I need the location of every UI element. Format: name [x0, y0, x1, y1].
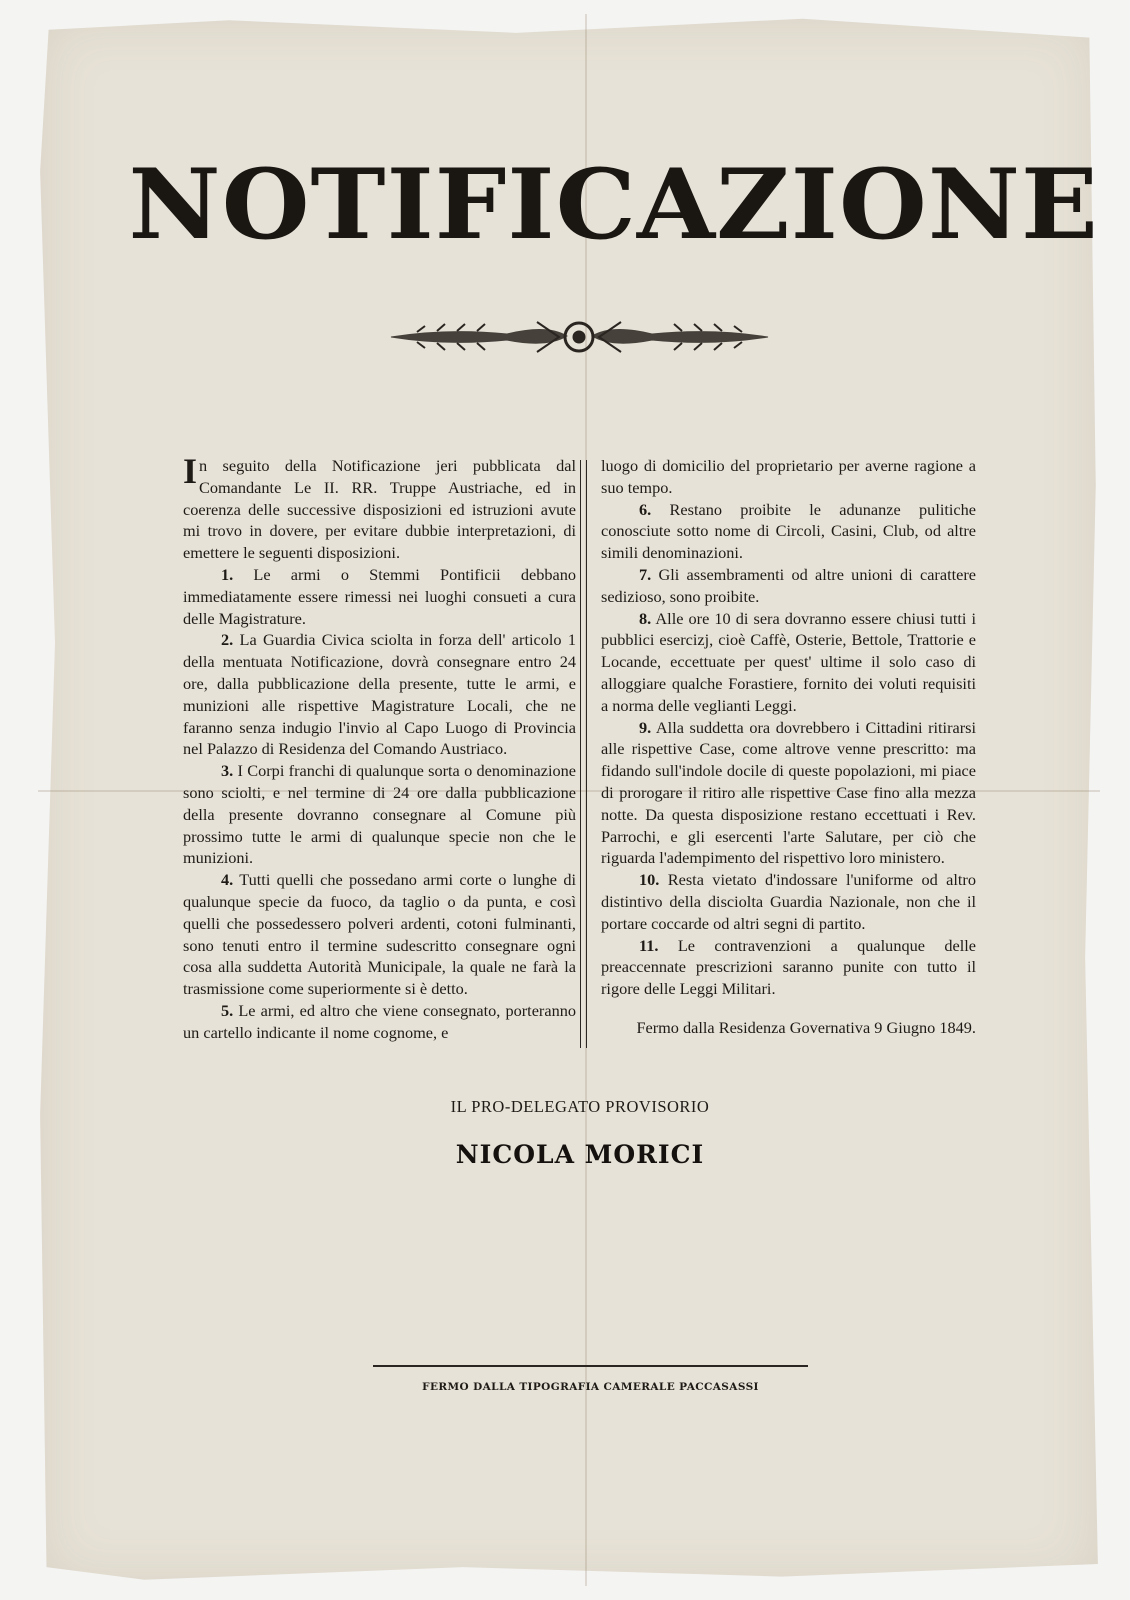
article-10: 10. Resta vietato d'indossare l'uniforme od altro distintivo della disciolta Guardia Nazionale, non che il portare coccarde od altri segni di partito.: [601, 870, 976, 933]
article-1: 1. Le armi o Stemmi Pontificii debbano immediatamente essere rimessi nei luoghi consueti a cura delle Magistrature.: [183, 564, 576, 628]
printer-imprint: FERMO DALLA TIPOGRAFIA CAMERALE PACCASASSI: [422, 1381, 759, 1393]
article-8: 8. Alle ore 10 di sera dovranno essere chiusi tutti i pubblici esercizj, cioè Caffè, Osterie, Bettole, Trattorie e Locande, eccettuate per quest' ultime il solo caso di alloggiare qualche Forastiere, fornito dei voluti requisiti a norma delle veglianti Leggi.: [601, 608, 976, 715]
signatory-name: NICOLA MORICI: [455, 1140, 705, 1169]
article-5: 5. Le armi, ed altro che viene consegnato, porteranno un cartello indicante il nome cognome, e: [183, 1000, 576, 1042]
article-3: 3. I Corpi franchi di qualunque sorta o denominazione sono sciolti, e nel termine di 24 ore dalla pubblicazione della presente dovranno consegnare al Comune più prossimo tutte le armi di qualunque specie non che le munizioni.: [183, 761, 576, 868]
article-2: 2. La Guardia Civica sciolta in forza dell' articolo 1 della mentuata Notificazione, dovrà consegnare entro 24 ore, dalla pubblicazione della presente, tutte le armi, e munizioni alle rispettive Magistrature Locali, che ne faranno senza indugio l'invio al Capo Luogo di Provincia nel Palazzo di Residenza del Comando Austriaco.: [183, 630, 576, 759]
date-line: Fermo dalla Residenza Governativa 9 Giugno 1849.: [636, 1018, 976, 1037]
ornament-divider: [387, 314, 772, 360]
article-11: 11. Le contravenzioni a qualunque delle preaccennate prescrizioni saranno punite con tutto il rigore delle Leggi Militari.: [601, 935, 976, 999]
intro-text: n seguito della Notificazione jeri pubblicata dal Comandante Le II. RR. Truppe Austriache, ed in coerenza delle successive disposizioni ed istruzioni avute mi trovo in dovere, per evitare dubbie interpretazioni, di emettere le seguenti disposizioni.: [183, 456, 576, 563]
article-5-continued: luogo di domicilio del proprietario per averne ragione a suo tempo.: [601, 456, 976, 497]
article-9: 9. Alla suddetta ora dovrebbero i Cittadini ritirarsi alle rispettive Case, come altrove venne prescritto: ma fidando sull'indole docile di queste popolazioni, mi piace di prorogare il ritiro alle rispettive Case fino alla mezza notte. Da questa disposizione restano eccettuati i Rev. Parrochi, e gli esercenti l'arte Salutare, per ciò che riguarda l'adempimento del rispettivo loro ministero.: [601, 717, 977, 868]
footer-rule: [373, 1365, 808, 1367]
page-title: NOTIFICAZIONE: [128, 148, 1099, 261]
column-separator: [580, 460, 587, 1048]
article-7: 7. Gli assembramenti od altre unioni di carattere sedizioso, sono proibite.: [601, 564, 976, 606]
article-6: 6. Restano proibite le adunanze pulitiche conosciute sotto nome di Circoli, Casini, Club, od altre simili denominazioni.: [601, 499, 977, 563]
intro-paragraph: [183, 451, 576, 564]
signatory-title: IL PRO-DELEGATO PROVISORIO: [450, 1097, 710, 1116]
drop-cap: I: [183, 451, 198, 491]
text-column-right: [601, 455, 976, 1000]
text-column-left: [183, 451, 576, 1044]
article-4: 4. Tutti quelli che possedano armi corte o lunghe di qualunque specie da fuoco, da taglio o da punta, e così quelli che possedessero polveri ardenti, cotoni fulminanti, sono tenuti entro il termine sudescritto consegnare ogni cosa alla suddetta Autorità Municipale, la quale ne farà la trasmissione come superiormente si è detto.: [183, 870, 576, 999]
